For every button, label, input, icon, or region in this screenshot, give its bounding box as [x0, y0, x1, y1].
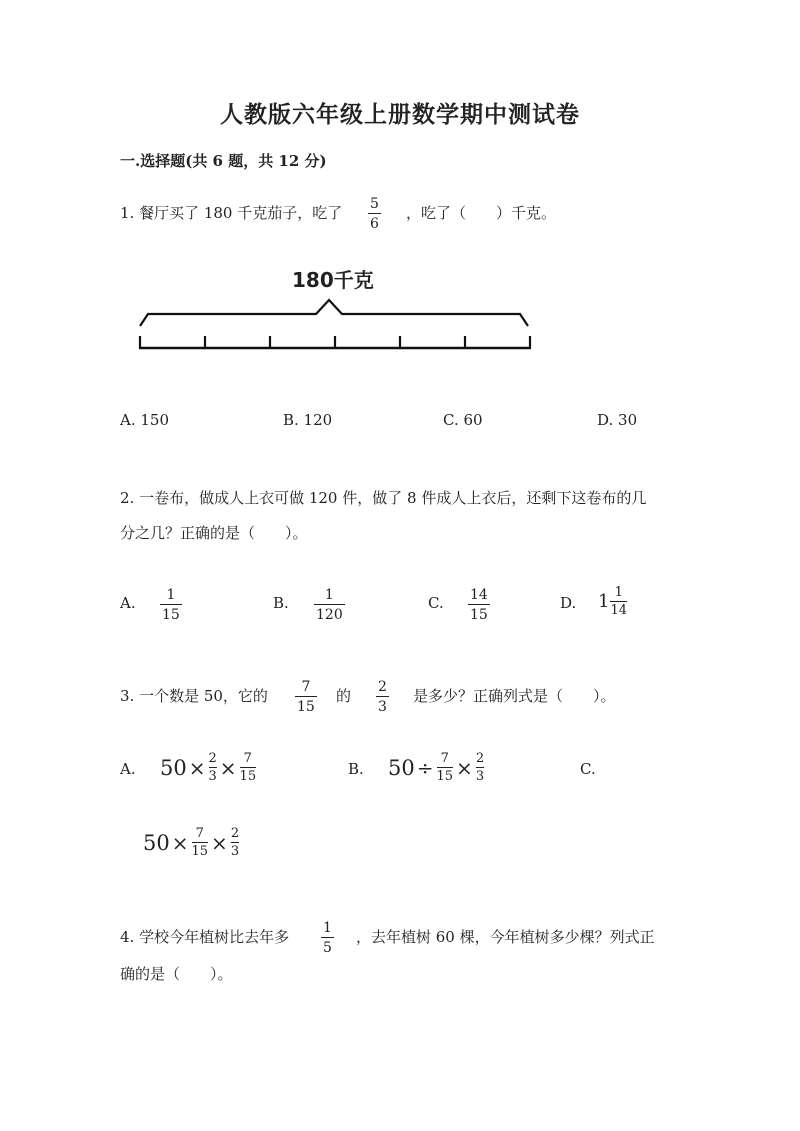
q3-option-b-letter[interactable]: B.: [348, 760, 364, 778]
q2-option-a-fraction[interactable]: 1 15: [162, 587, 180, 623]
q1-option-d[interactable]: D. 30: [597, 411, 638, 429]
segment-diagram: [130, 292, 540, 362]
brace: [140, 300, 528, 326]
q3-option-a-expression[interactable]: 50 × 2 3 × 7 15: [160, 751, 257, 784]
q3-text-middle: 的: [336, 687, 352, 705]
q4-line-2: 确的是（ ）。: [120, 965, 233, 983]
q3-option-a-letter[interactable]: A.: [120, 760, 136, 778]
q2-line-1: 2. 一卷布，做成人上衣可做 120 件，做了 8 件成人上衣后，还剩下这卷布的几: [120, 489, 647, 507]
q3-text-end: 是多少？正确列式是（ ）。: [413, 687, 616, 705]
q2-line-2: 分之几？正确的是（ ）。: [120, 524, 308, 542]
q3-option-c-letter[interactable]: C.: [580, 760, 596, 778]
q2-option-a-letter[interactable]: A.: [120, 594, 136, 612]
q3-fraction-1: 7 15: [297, 679, 315, 715]
q4-text-start: 4. 学校今年植树比去年多: [120, 928, 290, 946]
diagram-label: 180千克: [292, 268, 374, 292]
q2-option-d-letter[interactable]: D.: [560, 594, 577, 612]
q1-option-b[interactable]: B. 120: [283, 411, 333, 429]
q2-option-b-letter[interactable]: B.: [273, 594, 289, 612]
q1-option-c[interactable]: C. 60: [443, 411, 483, 429]
q4-text-end: ，去年植树 60 棵，今年植树多少棵？列式正: [356, 928, 655, 946]
q3-option-b-expression[interactable]: 50 ÷ 7 15 × 2 3: [388, 751, 485, 784]
q1-text-start: 1. 餐厅买了 180 千克茄子，吃了: [120, 204, 343, 222]
q3-text-start: 3. 一个数是 50，它的: [120, 687, 268, 705]
q4-fraction: 1 5: [323, 920, 332, 956]
q2-option-b-fraction[interactable]: 1 120: [316, 587, 343, 623]
q2-option-c-fraction[interactable]: 14 15: [470, 587, 488, 623]
q2-option-c-letter[interactable]: C.: [428, 594, 444, 612]
section-heading: 一.选择题(共 6 题，共 12 分): [120, 152, 327, 170]
q2-option-d-mixed-number[interactable]: 1 1 14: [598, 585, 627, 618]
q1-option-a[interactable]: A. 150: [120, 411, 169, 429]
q1-text-end: ，吃了（ ）千克。: [406, 204, 557, 222]
q3-option-c-expression[interactable]: 50 × 7 15 × 2 3: [143, 826, 240, 859]
q1-fraction: 5 6: [370, 196, 379, 232]
page-title: 人教版六年级上册数学期中测试卷: [220, 101, 580, 128]
q3-fraction-2: 2 3: [378, 679, 387, 715]
